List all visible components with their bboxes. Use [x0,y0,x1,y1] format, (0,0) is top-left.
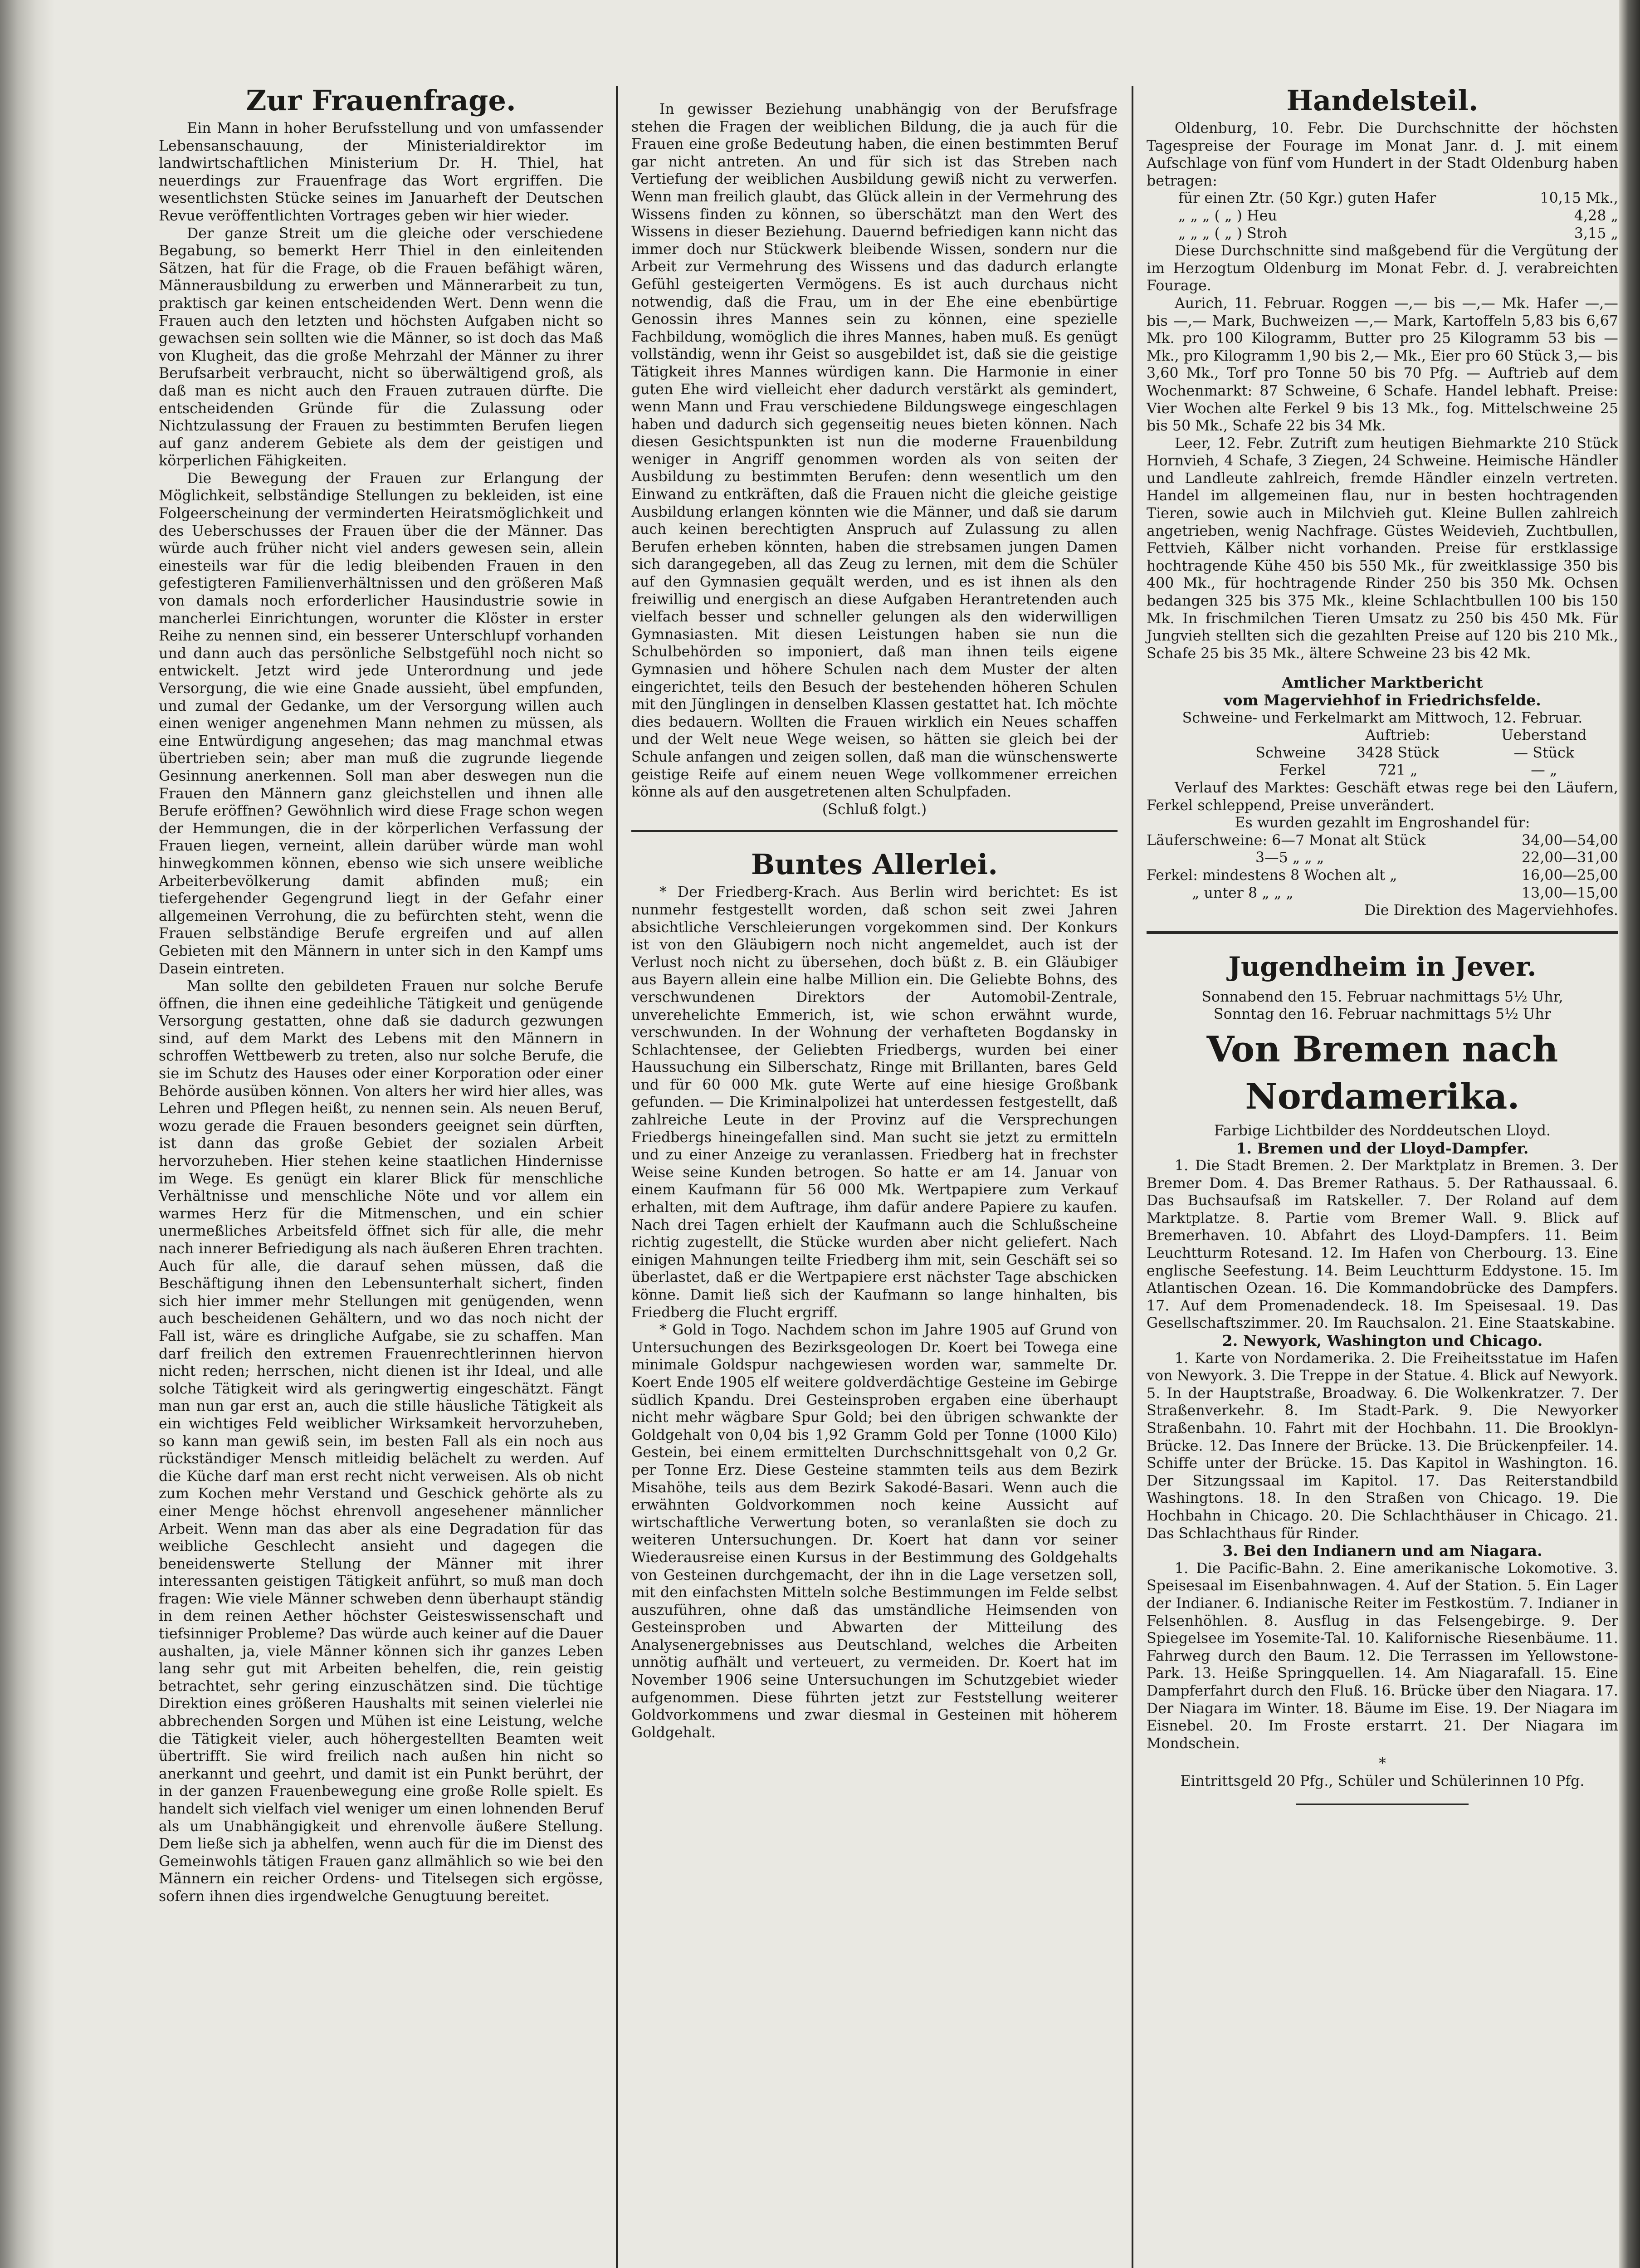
article-title-frauenfrage: Zur Frauenfrage. [246,84,516,117]
table-cell: 3—5 „ „ „ [1255,850,1324,866]
table-cell: „ „ „ ( „ ) Heu [1178,207,1277,224]
table-cell: — „ [1531,762,1557,779]
table-cell: Läuferschweine: 6—7 Monat alt Stück [1147,832,1426,849]
paragraph: Verlauf des Marktes: Geschäft etwas rege bei den Läufern, Ferkel schleppend, Preise unverändert. [1147,779,1618,814]
engros-price-table [1147,832,1618,902]
table-row [1147,207,1618,225]
column-2 [631,101,1118,1741]
table-cell: 10,15 Mk., [1540,190,1618,207]
page-edge-shadow [1619,0,1640,2268]
paragraph: Es wurden gezahlt im Engroshandel für: [1235,815,1530,831]
table-cell: — Stück [1513,744,1575,761]
table-row [1147,849,1618,867]
report-oldenburg: Oldenburg, 10. Febr. Die Durchschnitte der höchsten Tagespreise der Fourage im Monat Janr. d. J. mit einem Aufschlage von fünf vom Hundert in der Stadt Oldenburg haben betragen: [1147,120,1618,189]
table-row [1147,190,1618,207]
table-row [1147,225,1618,243]
report-aurich: Aurich, 11. Februar. Roggen —,— bis —,— Mk. Hafer —,— bis —,— Mark, Buchweizen —,— Mark, Kartoffeln 5,83 bis 6,67 Mk. pro 100 Kilogramm, Butter pro 25 Kilogramm 53 bis — Mk., pro Kilogramm 1,90 bis 2,— Mk., Eier pro 60 Stück 3,— bis 3,60 Mk., Torf pro Tonne 50 bis 70 Pfg. — Auftrieb auf dem Wochenmarkt: 87 Schweine, 6 Schafe. Handel lebhaft. Preise: Vier Wochen alte Ferkel 9 bis 13 Mk., fog. Mittelschweine 25 bis 50 Mk., Schafe 22 bis 34 Mk. [1147,295,1618,435]
book-spine-shadow [0,0,54,2268]
table-cell: 13,00—15,00 [1522,885,1618,901]
section-divider [1296,1804,1469,1805]
ad-section-title: 2. Newyork, Washington und Chicago. [1222,1332,1543,1350]
news-item-friedberg: * Der Friedberg-Krach. Aus Berlin wird berichtet: Es ist nunmehr festgestellt worden, daß schon seit zwei Jahren absichtliche Verschleierungen vorgekommen sind. Der Konkurs ist von den Gläubigern noch nicht angemeldet, auch ist der Verlust noch nicht zu übersehen, doch büßt z. B. ein Gläubiger aus Bayern allein eine halbe Million ein. Die Geliebte Bohns, des verschwundenen Direktors der Automobil-Zentrale, unverehelichte Emmerich, ist, wie schon erwähnt wurde, verschwunden. In der Wohnung der verhafteten Bogdansky in Schlachtensee, der Geliebten Friedbergs, wurden bei einer Haussuchung ein Silberschatz, Ringe mit Brillanten, bares Geld und für 60 000 Mk. gute Werte auf eine hiesige Großbank gefunden. — Die Kriminalpolizei hat unterdessen festgestellt, daß zahlreiche Leute in der Provinz auf die Versprechungen Friedbergs hineingefallen sind. Man sucht sie jetzt zu ermitteln und zu einer Anzeige zu veranlassen. Friedberg hat in frechster Weise seine Kunden betrogen. So hatte er am 14. Januar von einem Kaufmann für 56 000 Mk. Wertpapiere zum Verkauf erhalten, mit dem Auftrage, ihm dafür andere Papiere zu kaufen. Nach drei Tagen erhielt der Kaufmann auch die Schlußscheine richtig zugestellt, die Stücke wurden aber nicht geliefert. Nach einigen Mahnungen teilte Friedberg ihm mit, sein Geschäft sei so überlastet, daß er die Wertpapiere erst nächster Tage abschicken könne. Damit ließ sich der Kaufmann so lange hinhalten, bis Friedberg die Flucht ergriff. [631,884,1118,1321]
auftrieb-table [1147,727,1618,779]
column-3 [1147,82,1618,1805]
table-row [1147,744,1618,762]
market-report-title: Amtlicher Marktbericht [1282,674,1483,692]
table-cell: für einen Ztr. (50 Kgr.) guten Hafer [1178,190,1436,207]
ad-date: Sonnabend den 15. Februar nachmittags 5½ Uhr, [1201,988,1563,1005]
section-title-handelsteil: Handelsteil. [1286,84,1479,117]
table-row [1147,885,1618,902]
table-cell: „ „ „ ( „ ) Stroh [1178,225,1288,242]
market-report-subtitle: vom Magerviehhof in Friedrichsfelde. [1224,691,1541,709]
paragraph: Der ganze Streit um die gleiche oder verschiedene Begabung, so bemerkt Herr Thiel in den einleitenden Sätzen, hat für die Frage, ob die Frauen befähigt wären, Männerausbildung zu erwerben und Männerarbeit zu tun, praktisch gar keinen entscheidenden Wert. Denn wenn die Frauen auch den letzten und höchsten Aufgaben nicht so gewachsen sein sollten wie die Männer, so ist doch das Maß von Klugheit, das die große Mehrzahl der Männer zu ihrer Berufsarbeit verbraucht, nicht so überwältigend groß, als daß man es nicht auch den Frauen zutrauen dürfte. Die entscheidenden Gründe für die Zulassung oder Nichtzulassung der Frauen zu bestimmten Berufen liegen auf ganz anderem Gebiete als dem der geistigen und körperlichen Fähigkeiten. [159,225,603,469]
news-item-gold-togo: * Gold in Togo. Nachdem schon im Jahre 1905 auf Grund von Untersuchungen des Bezirksgeologen Dr. Koert bei Towega eine minimale Goldspur nachgewiesen worden war, sammelte Dr. Koert Ende 1905 elf weitere goldverdächtige Gesteine im Gebirge südlich Kpandu. Drei Gesteinsproben ergaben eine überhaupt nicht mehr wägbare Spur Gold; bei den übrigen schwankte der Goldgehalt von 0,04 bis 1,92 Gramm Gold per Tonne (1000 Kilo) Gestein, bei einem ermittelten Durchschnittsgehalt von 0,2 Gr. per Tonne Erz. Diese Gesteine stammten teils aus dem Bezirk Misahöhe, teils aus dem Bezirk Sakodé-Basari. Wenn auch die erwähnten Goldvorkommen noch keine Aussicht auf wirtschaftliche Verwertung boten, so veranlaßten sie doch zu weiteren Untersuchungen. Dr. Koert hat dann vor seiner Wiederausreise einen Kursus in der Bestimmung des Goldgehalts von Gesteinen durchgemacht, der ihn in die Lage versetzen soll, mit den einfachsten Mitteln solche Bestimmungen im Felde selbst auszuführen, ohne daß das umständliche Heimsenden von Gesteinsproben und Abwarten der Mitteilung des Analysenergebnisses aus Deutschland, welches die Arbeiten unnötig aufhält und verteuert, zu vermeiden. Dr. Koert hat im November 1906 seine Untersuchungen im Schutzgebiet wieder aufgenommen. Diese führten jetzt zur Feststellung weiterer Goldvorkommens und zwar diesmal in Gesteinen mit höherem Goldgehalt. [631,1322,1118,1741]
column-1 [159,82,603,1906]
table-cell: Schweine [1255,744,1326,761]
ad-section-list: 1. Karte von Nordamerika. 2. Die Freiheitsstatue im Hafen von Newyork. 3. Die Treppe in der Statue. 4. Blick auf Newyork. 5. In der Hauptstraße, Broadway. 6. Die Wolkenkratzer. 7. Der Straßenverkehr. 8. Im Stadt-Park. 9. Die Newyorker Straßenbahn. 10. Fahrt mit der Hochbahn. 11. Die Brooklyn-Brücke. 12. Das Innere der Brücke. 13. Die Brückenpfeiler. 14. Schiffe unter der Brücke. 15. Das Kapitol in Washington. 16. Der Sitzungssaal im Kapitol. 17. Das Reiterstandbild Washingtons. 18. In den Straßen von Chicago. 19. Die Hochbahn in Chicago. 20. Die Schlachthäuser in Chicago. 21. Das Schlachthaus für Rinder. [1147,1350,1618,1542]
ad-headline: Von Bremen nach Nordamerika. [1206,1028,1558,1117]
report-leer: Leer, 12. Febr. Zutrift zum heutigen Biehmarkte 210 Stück Hornvieh, 4 Schafe, 3 Ziegen, 24 Schweine. Heimische Händler und Landleute zahlreich, fremde Händler einzeln vertreten. Handel im allgemeinen flau, nur in besten hochtragenden Tieren, sowie auch in Milchvieh gut. Kleine Bullen zahlreich angetrieben, wenig Nachfrage. Güstes Weidevieh, Zuchtbullen, Fettvieh, Kälber nicht vorhanden. Preise für erstklassige hochtragende Kühe 450 bis 550 Mk., für zweitklassige 350 bis 400 Mk., für hochtragende Rinder 250 bis 350 Mk. Ochsen bedangen 325 bis 375 Mk., kleine Schlachtbullen 100 bis 150 Mk. In frischmilchen Tieren Umsatz zu 250 bis 450 Mk. Für Jungvieh stellten sich die gezahlten Preise auf 120 bis 210 Mk., Schafe 25 bis 35 Mk., ältere Schweine 23 bis 42 Mk. [1147,435,1618,662]
table-header [1147,727,1326,744]
table-cell: 3,15 „ [1574,225,1618,242]
table-cell: 34,00—54,00 [1522,832,1618,849]
ad-date: Sonntag den 16. Februar nachmittags 5½ Uhr [1213,1006,1552,1023]
paragraph: Man sollte den gebildeten Frauen nur solche Berufe öffnen, die ihnen eine gedeihliche Tätigkeit und genügende Versorgung gestatten, ohne daß sie dadurch gezwungen sind, auf dem Markt des Lebens mit den Männern in schroffen Wettbewerb zu treten, also nur solche Berufe, die sie im Schutz des Hauses oder einer Korporation oder einer Behörde ausüben können. Von alters her wird hier alles, was Lehren und Pflegen heißt, zu nennen sein. Als neuen Beruf, wozu gerade die Frauen besonders geeignet sein dürften, ist dann das große Gebiet der sozialen Arbeit hervorzuheben. Hier stehen keine staatlichen Hindernisse im Wege. Es genügt ein klarer Blick für menschliche Verhältnisse und menschliche Nöte und vor allem ein warmes Herz für die Mitmenschen, und ein schier unermeßliches Arbeitsfeld öffnet sich für alle, die mehr nach innerer Befriedigung als nach äußeren Ehren trachten. Auch für alle, die darauf sehen müssen, daß die Beschäftigung ihnen den Lebensunterhalt sichert, finden sich hier immer mehr Stellungen mit genügenden, wenn auch bescheidenen Gehältern, und wo das noch nicht der Fall ist, wäre es dringliche Aufgabe, sie zu schaffen. Man darf freilich den extremen Frauenrechtlerinnen hiervon nicht reden; herrschen, nicht dienen ist ihr Ideal, und alle solche Tätigkeit wird als geringwertig eingeschätzt. Fängt man nun gar erst an, auch die stille häusliche Tätigkeit als ein wichtiges Feld weiblicher Wirksamkeit hervorzuheben, so kann man gewiß sein, im besten Fall als ein noch aus rückständiger Mensch mitleidig belächelt zu werden. Auf die Küche darf man erst recht nicht verweisen. Als ob nicht zum Kochen mehr Verstand und Geschick gehörte als zu einer Menge höchst ehrenvoll angesehener männlicher Arbeit. Wenn man das aber als eine Degradation für das weibliche Geschlecht ansieht und dagegen die beneidenswerte Stellung der Männer mit ihrer interessanten geistigen Tätigkeit anführt, so muß man doch fragen: Wie viele Männer schweben denn überhaupt ständig in dem reinen Aether höchster Geisteswissenschaft und tiefsinniger Probleme? Das würde auch keiner auf die Dauer aushalten, ja, viele Männer können sich ihr ganzes Leben lang sehr gut mit Arbeiten behelfen, die, rein geistig betrachtet, sehr gering einzuschätzen sind. Die tüchtige Direktion eines größeren Haushalts mit seinen vielerlei nie abbrechenden Sorgen und Mühen ist eine Leistung, welche die Tätigkeit vieler, auch höhergestellten Beamten weit übertrifft. Sie wird freilich nach außen hin nicht so anerkannt und geehrt, und damit ist ein Punkt berührt, der in der ganzen Frauenbewegung eine große Rolle spielt. Es handelt sich vielfach viel weniger um einen lohnenden Beruf als um Unabhängigkeit und ehrenvolle äußere Stellung. Dem ließe sich ja abhelfen, wenn auch für die im Dienst des Gemeinwohls tätigen Frauen ganz allmählich so wie bei den Männern ein reicher Ordens- und Titelsegen sich ergösse, sofern ihnen dies irgendwelche Genugtuung bereitet. [159,978,603,1905]
market-date: Schweine- und Ferkelmarkt am Mittwoch, 12. Februar. [1182,709,1583,726]
table-cell: 22,00—31,00 [1522,850,1618,866]
ornament-star: * [1379,1755,1386,1772]
signature-direktion: Die Direktion des Magerviehhofes. [1364,902,1618,919]
table-cell: Ferkel: mindestens 8 Wochen alt „ [1147,867,1397,884]
table-header: Auftrieb: [1365,727,1430,744]
ad-section-list: 1. Die Stadt Bremen. 2. Der Marktplatz in Bremen. 3. Der Bremer Dom. 4. Das Bremer Rathaus. 5. Der Rathaussaal. 6. Das Buchsaufsaß im Ratskeller. 7. Der Roland auf dem Marktplatze. 8. Partie vom Bremer Wall. 9. Blick auf Bremerhaven. 10. Abfahrt des Lloyd-Dampfers. 11. Beim Leuchtturm Rotesand. 12. Im Hafen von Cherbourg. 13. Eine englische Seefestung. 14. Beim Leuchtturm Eddystone. 15. Im Atlantischen Ozean. 16. Die Kommandobrücke des Dampfers. 17. Auf dem Promenadendeck. 18. Im Speisesaal. 19. Das Gesellschaftszimmer. 20. Im Rauchsalon. 21. Eine Staatskabine. [1147,1158,1618,1332]
table-cell: „ unter 8 „ „ „ [1192,885,1293,901]
paragraph: Ein Mann in hoher Berufsstellung und von umfassender Lebensanschauung, der Ministerialdirektor im landwirtschaftlichen Ministerium Dr. H. Thiel, hat neuerdings zur Frauenfrage das Wort ergriffen. Die wesentlichsten Stücke seines im Januarheft der Deutschen Revue veröffentlichten Vortrages geben wir hier wieder. [159,120,603,224]
fourage-table [1147,190,1618,242]
section-title-buntes-allerlei: Buntes Allerlei. [751,848,998,881]
table-cell: Ferkel [1279,762,1326,779]
table-row [1147,832,1618,850]
column-rule-1 [616,86,618,2268]
ad-title-jugendheim: Jugendheim in Jever. [1228,951,1537,982]
table-cell: 721 „ [1378,762,1418,779]
paragraph: In gewisser Beziehung unabhängig von der Berufsfrage stehen die Fragen der weiblichen Bildung, die ja auch für die Frauen eine große Bedeutung haben, die einen bestimmten Beruf gar nicht antreten. An und für sich ist das Streben nach Vertiefung der weiblichen Ausbildung gewiß nicht zu verwerfen. Wenn man freilich glaubt, das Glück allein in der Vermehrung des Wissens finden zu können, so überschätzt man den Wert des Wissens in dieser Beziehung. Dauernd befriedigen kann nicht das immer doch nur Stückwerk bleibende Wissen, sondern nur die Arbeit zur Vermehrung des Wissens und das dadurch erlangte Gefühl gesteigerten Vermögens. Es ist auch durchaus nicht notwendig, daß die Frau, um in der Ehe eine ebenbürtige Genossin ihres Mannes sein zu können, eine spezielle Fachbildung, womöglich die ihres Mannes, haben muß. Es genügt vollständig, wenn ihr Geist so ausgebildet ist, daß sie die geistige Tätigkeit ihres Mannes würdigen kann. Die Harmonie in einer guten Ehe wird vielleicht eher dadurch verstärkt als gemindert, wenn Mann und Frau verschiedene Bildungswege eingeschlagen haben und dadurch sich gegenseitig neues bieten können. Nach diesen Gesichtspunkten ist nun die moderne Frauenbildung weniger in Angriff genommen worden als von seiten der Ausbildung zu bestimmten Berufen: denn wesentlich um den Einwand zu entkräften, daß die Frauen nicht die gleiche geistige Ausbildung erlangen könnten wie die Männer, und daß sie darum auch keinen berechtigten Anspruch auf Zulassung zu allen Berufen erheben könnten, haben die strebsamen jungen Damen sich darangegeben, all das Zeug zu lernen, mit dem die Schüler auf den Gymnasien gequält werden, und es ist ihnen als den freiwillig und energisch an diese Aufgaben Herantretenden auch vielfach besser und schneller gelungen als den widerwilligen Gymnasiasten. Mit diesen Leistungen haben sie nun die Schulbehörden so imponiert, daß man ihnen teils eigene Gymnasien und höhere Schulen nach dem Muster der alten eingerichtet, teils den Besuch der bestehenden höheren Schulen mit den Jünglingen in denselben Klassen gestattet hat. Ich möchte dies bedauern. Wollten die Frauen wirklich ein Neues schaffen und der Welt neue Wege weisen, so hätten sie gleich bei der Schule anfangen und zeigen sollen, daß man die wünschenswerte geistige Reife auf einem neuen Wege vollkommener erreichen könne als auf den ausgetretenen alten Schulpfaden. [631,101,1118,801]
table-cell: 3428 Stück [1356,744,1440,761]
section-divider [1147,931,1618,934]
column-rule-2 [1132,86,1133,2268]
ad-subtitle: Farbige Lichtbilder des Norddeutschen Lloyd. [1214,1122,1551,1139]
table-header-row [1147,727,1618,744]
paragraph: Diese Durchschnitte sind maßgebend für die Vergütung der im Herzogtum Oldenburg im Monat Febr. d. J. verabreichten Fourage. [1147,243,1618,294]
ad-admission: Eintrittsgeld 20 Pfg., Schüler und Schülerinnen 10 Pfg. [1180,1773,1585,1789]
ad-section-list: 1. Die Pacific-Bahn. 2. Eine amerikanische Lokomotive. 3. Speisesaal im Eisenbahnwagen. 4. Auf der Station. 5. Ein Lager der Indianer. 6. Indianische Reiter im Festkostüm. 7. Indianer in Felsenhöhlen. 8. Ausflug in das Felsengebirge. 9. Der Spiegelsee im Yosemite-Tal. 10. Kalifornische Riesenbäume. 11. Fahrweg durch den Baum. 12. Die Terrassen im Yellowstone-Park. 13. Heiße Springquellen. 14. Am Niagarafall. 15. Eine Dampferfahrt durch den Fluß. 16. Brücke über den Niagara. 17. Der Niagara im Winter. 18. Bäume im Eise. 19. Der Niagara im Eisnebel. 20. Im Froste erstarrt. 21. Der Niagara im Mondschein. [1147,1560,1618,1752]
continued-note: (Schluß folgt.) [822,801,927,818]
section-divider [631,830,1118,832]
table-cell: 16,00—25,00 [1522,867,1618,884]
ad-section-title: 1. Bremen und der Lloyd-Dampfer. [1236,1139,1529,1157]
table-row [1147,867,1618,885]
table-row [1147,762,1618,779]
table-header: Ueberstand [1501,727,1587,744]
table-cell: 4,28 „ [1574,207,1618,224]
paragraph: Die Bewegung der Frauen zur Erlangung der Möglichkeit, selbständige Stellungen zu bekleiden, ist eine Folgeerscheinung der verminderten Heiratsmöglichkeit und des Ueberschusses der Frauen über die der Männer. Das würde auch früher nicht viel anders gewesen sein, allein einesteils war für die ledig bleibenden Frauen in den gefestigteren Familienverhältnissen und den größeren Maß von damals noch erforderlicher Hausindustrie sowie in mancherlei Einrichtungen, worunter die Klöster in erster Reihe zu nennen sind, ein besserer Unterschlupf vorhanden und dann auch das persönliche Selbstgefühl noch nicht so entwickelt. Jetzt wird jede Unterordnung und jede Versorgung, die wie eine Gnade aussieht, übel empfunden, und zumal der Gedanke, um der Versorgung willen auch einen weniger angenehmen Mann nehmen zu müssen, als eine Entwürdigung angesehen; das mag manchmal etwas übertrieben sein; aber man muß die zugrunde liegende Gesinnung anerkennen. Soll man aber deswegen nun die Frauen den Männern ganz gleichstellen und ihnen alle Berufe eröffnen? Gewöhnlich wird diese Frage schon wegen der Hemmungen, die in der körperlichen Verfassung der Frauen liegen, verneint, allein darüber würde man wohl hinwegkommen können, ebenso wie sich unsere weibliche Arbeiterbevölkerung damit abfinden muß; ein tiefergehender Gegengrund liegt in der Gefahr einer allgemeinen Verrohung, die zu befürchten steht, wenn die Frauen selbständige Berufe ergreifen und auf allen Gebieten mit den Männern in unter sich in den Kampf ums Dasein eintreten. [159,470,603,977]
ad-section-title: 3. Bei den Indianern und am Niagara. [1222,1542,1542,1560]
